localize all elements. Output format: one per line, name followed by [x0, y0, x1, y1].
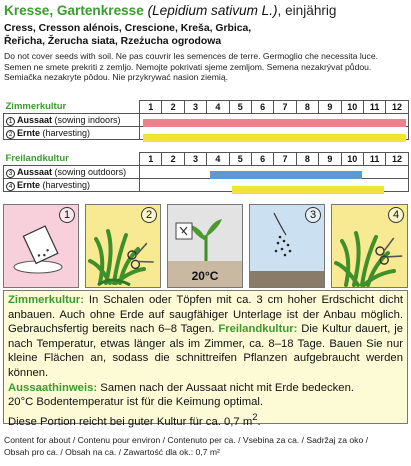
month-cell: 2: [162, 153, 184, 166]
month-cell: 3: [184, 153, 206, 166]
row-desc: (sowing indoors): [54, 114, 121, 125]
row-label: Aussaat: [17, 166, 53, 177]
step-number: 3: [6, 169, 15, 178]
step-number: 4: [6, 182, 15, 191]
outdoor-culture-text: Die Kultur dauert, je nach Temperatur, etwas länger als im Zimmer, ca. 8–18 Tage. Bauen Sie nur kleine Flächen an, sodass die schnittreifen Pflanzen aufgebraucht werden können.: [8, 323, 403, 379]
names-line-2: Řeřicha, Žerucha siata, Rzeżucha ogrodowa: [4, 36, 222, 47]
month-cell: 1: [140, 101, 162, 114]
indoor-culture-heading: Zimmerkultur:: [8, 294, 84, 306]
month-cell: 3: [184, 101, 206, 114]
panel-sow-indoors: [3, 204, 79, 288]
month-cell: 6: [251, 153, 273, 166]
portion-note: Diese Portion reicht bei guter Kultur für ca. 0,7 $m^2$.: [8, 410, 261, 428]
indoor-heading: Zimmerkultur: [5, 101, 67, 113]
warning-line-2: Semen ne smete prekriti z zemljo. Nemojte pokrivati sjeme zemljom. Semena nezakrývat půdou.: [4, 61, 372, 72]
title-common-name: Kresse, Gartenkresse: [4, 3, 144, 18]
month-cell: 1: [140, 153, 162, 166]
panel-harvest-outdoors: [331, 204, 408, 288]
month-cell: 6: [251, 101, 273, 114]
step-badge: 1: [59, 207, 75, 223]
outdoor-culture-heading: Freilandkultur:: [218, 323, 298, 336]
row-label: Ernte: [17, 179, 41, 190]
product-title: [4, 3, 408, 18]
month-cell: 9: [319, 153, 341, 166]
soil-temperature-note: 20°C Bodentemperatur ist für die Keimung optimal.: [8, 396, 264, 409]
month-cell: 10: [341, 101, 363, 114]
month-cell: 4: [207, 101, 229, 114]
footer-line-1: Content for about / Contenu pour environ / Contenuto per ca. / Vsebina za ca. / Sadržaj za oko /: [4, 435, 369, 445]
step-badge: 4: [388, 207, 404, 223]
content-amount-footer: [4, 434, 408, 458]
panel-harvest-indoors: [85, 204, 161, 288]
harvest-indoors-bar: [143, 134, 406, 142]
month-cell: 5: [229, 101, 251, 114]
month-cell: 5: [229, 153, 251, 166]
month-cell: 7: [274, 153, 296, 166]
sowing-note-text: Samen nach der Aussaat nicht mit Erde bedecken.: [97, 381, 354, 394]
month-cell: 11: [363, 101, 385, 114]
warning-line-3: Semiačka nezakryte pôdou. Nie przykrywać nasion ziemią.: [4, 72, 229, 83]
row-label: Ernte: [17, 127, 41, 138]
indoor-calendar-header: [4, 101, 409, 114]
panel-soil-temperature: [167, 204, 243, 288]
month-cell: 12: [386, 101, 408, 114]
translated-names: [4, 22, 408, 48]
instruction-panels: [3, 204, 408, 288]
month-cell: 2: [162, 101, 184, 114]
sowing-outdoors-bar: [210, 171, 362, 179]
cultivation-instructions: [3, 290, 408, 428]
cover-warning: [4, 51, 408, 83]
month-cell: 12: [386, 153, 408, 166]
harvest-outdoors-bar: [232, 186, 384, 194]
outdoor-calendar-header: [4, 153, 409, 166]
month-cell: 10: [341, 153, 363, 166]
month-cell: 8: [296, 153, 318, 166]
row-desc: (harvesting): [42, 179, 91, 190]
row-desc: (harvesting): [42, 127, 91, 138]
month-cell: 8: [296, 101, 318, 114]
row-desc: (sowing outdoors): [54, 166, 127, 177]
warning-line-1: Do not cover seeds with soil. Ne pas couvrir les semences de terre. Germoglio che necessita luce.: [4, 51, 378, 61]
outdoor-heading: Freilandkultur: [5, 153, 69, 165]
title-latin-name: (Lepidium sativum L.): [147, 3, 278, 18]
names-line-1: Cress, Cresson alénois, Crescione, Kreša, Grbica,: [4, 23, 252, 34]
month-cell: 9: [319, 101, 341, 114]
step-number: 2: [6, 130, 15, 139]
month-cell: 7: [274, 101, 296, 114]
step-number: 1: [6, 117, 15, 126]
sowing-note-heading: Aussaathinweis:: [8, 381, 98, 394]
month-cell: 4: [207, 153, 229, 166]
month-cell: 11: [363, 153, 385, 166]
row-label: Aussaat: [17, 114, 53, 125]
temperature-label: 20°C: [191, 269, 219, 283]
footer-line-2: Obsah pro ca. / Obsah na ca. / Zawartość dla ok.: 0,7 m²: [4, 447, 220, 457]
title-suffix: , einjährig: [277, 3, 337, 18]
indoor-culture-text: In Schalen oder Töpfen mit ca. 3 cm hoher Erdschicht dicht anbauen. Auch ohne Erde auf saugfähiger Unterlage ist der Anbau möglich. Gebrauchsfertig bereits nach 6–8 Tagen.: [8, 294, 403, 336]
step-badge: 2: [141, 207, 157, 223]
sowing-indoors-bar: [143, 119, 406, 127]
step-badge: 3: [305, 207, 321, 223]
panel-sow-outdoors: [249, 204, 325, 288]
